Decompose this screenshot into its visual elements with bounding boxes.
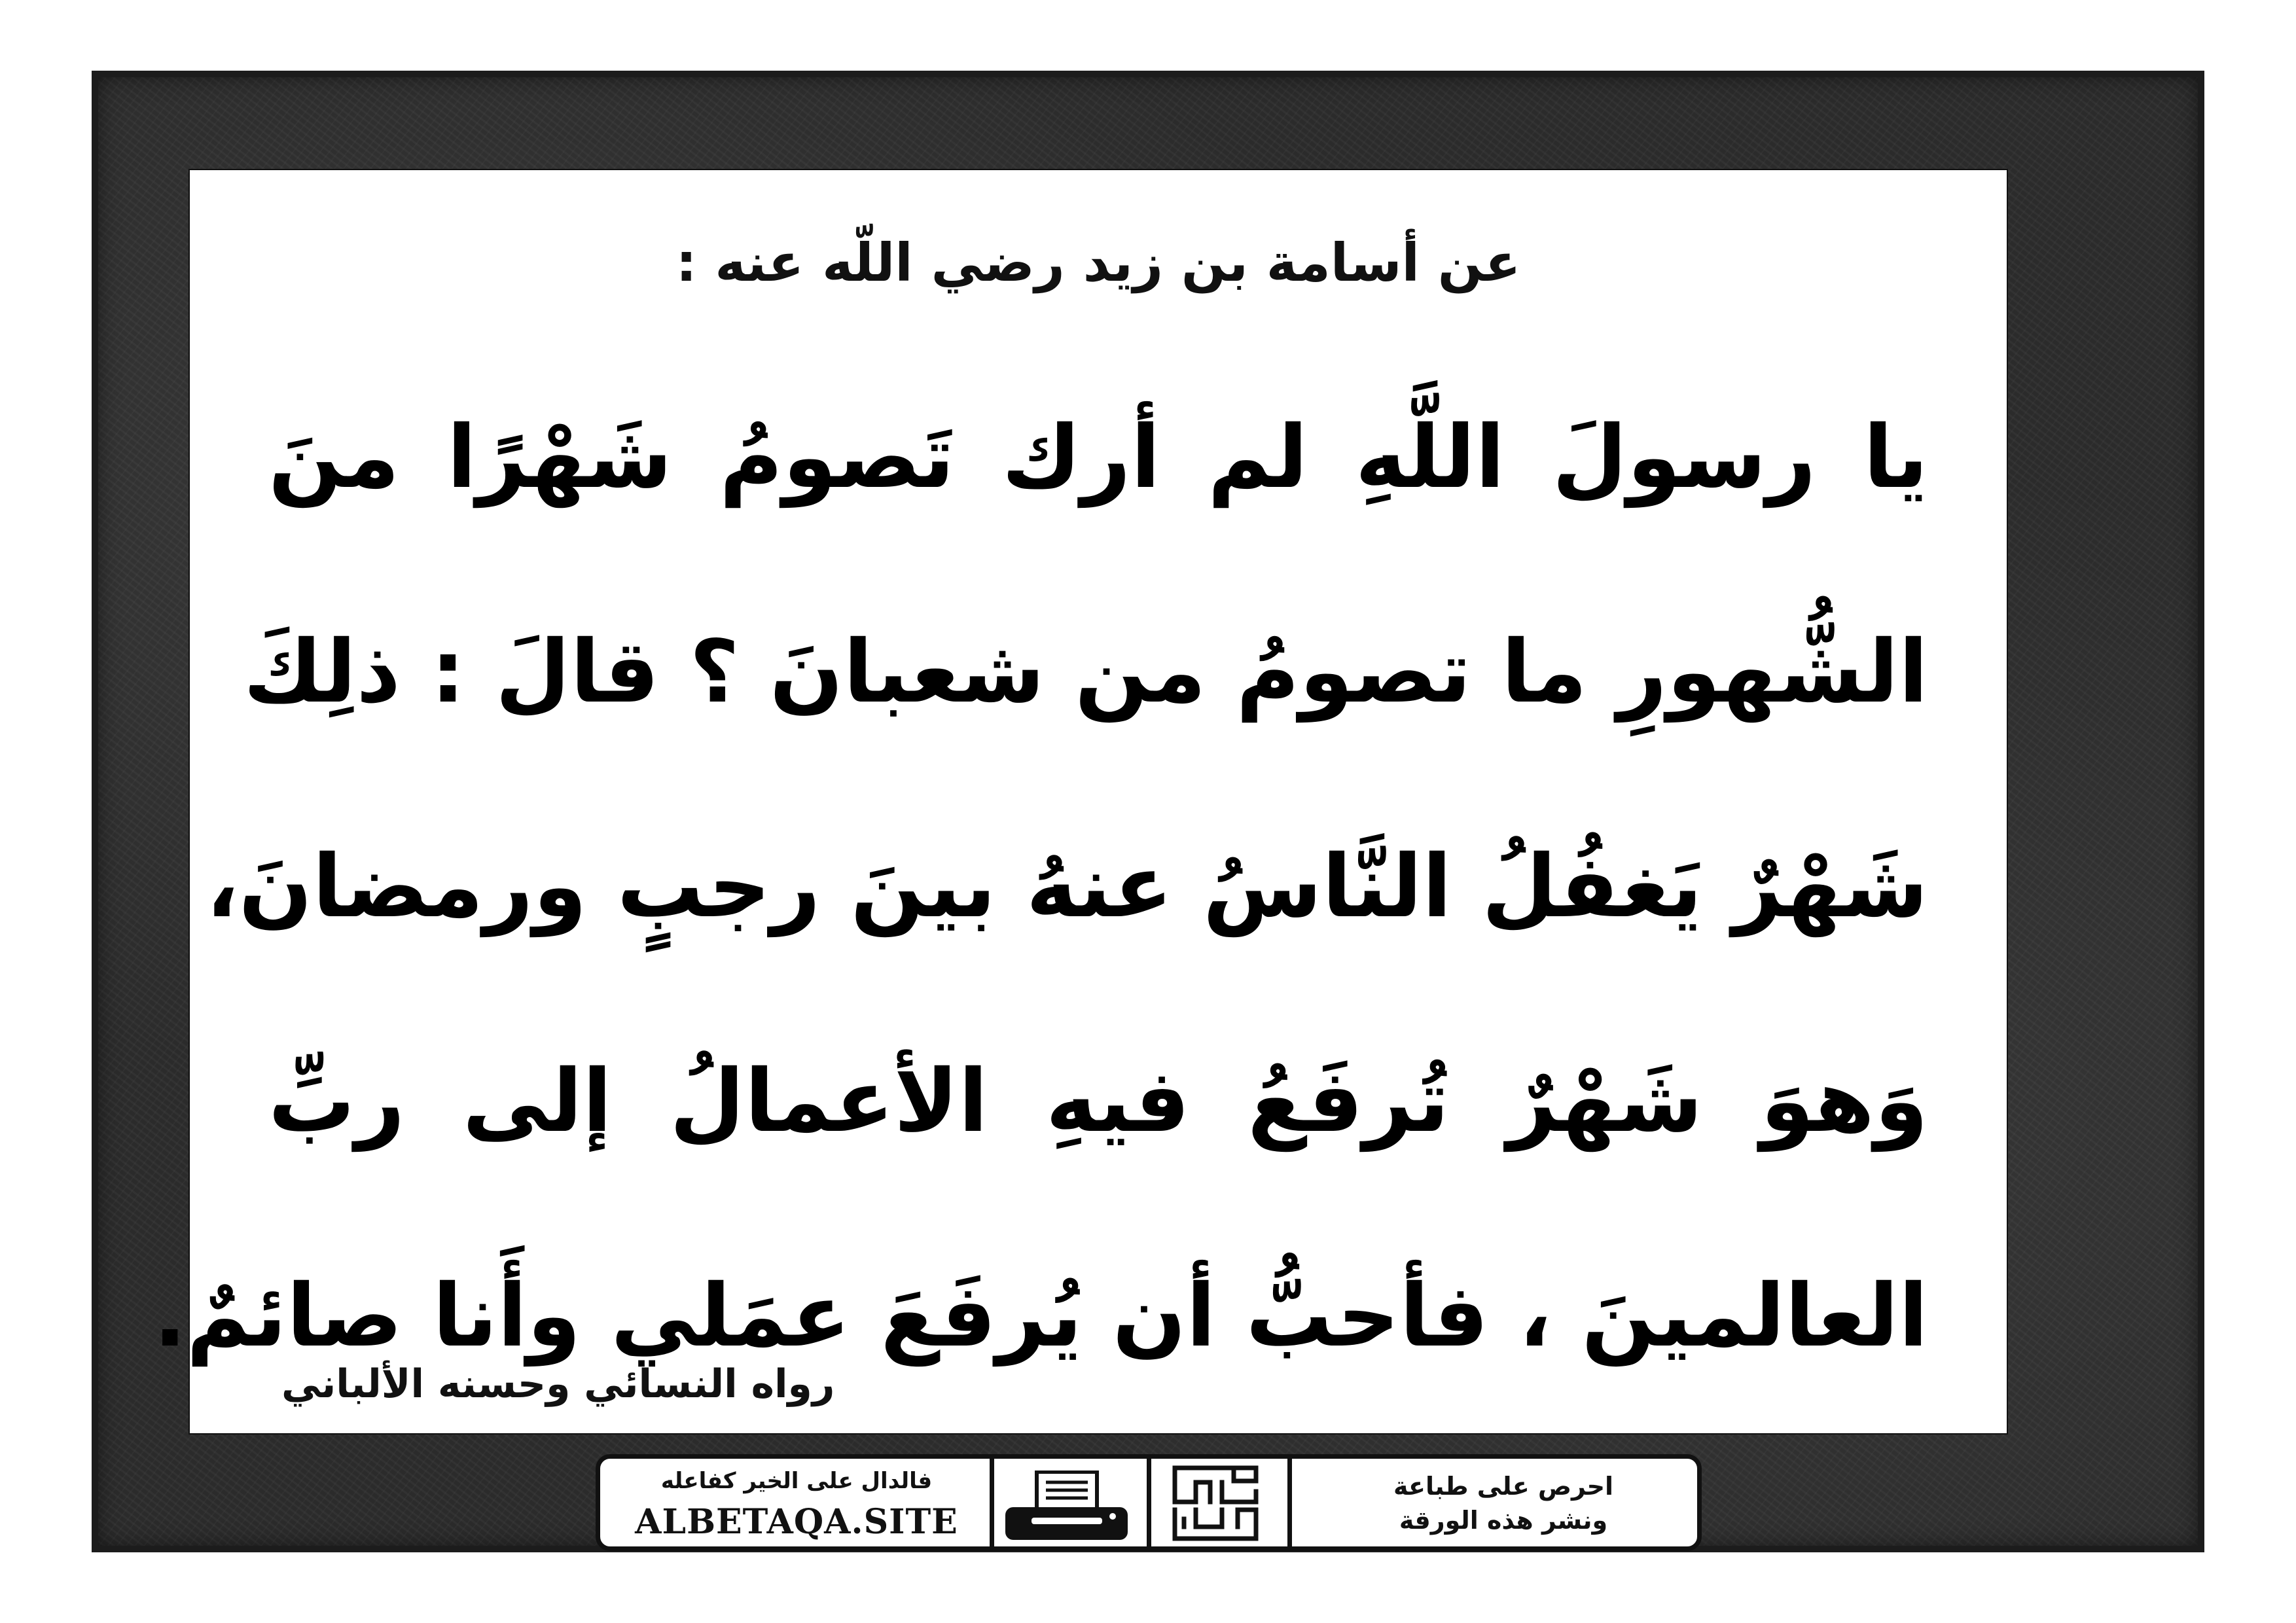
- hadith-line: الشُّهورِ ما تصومُ من شعبانَ ؟ قالَ : ذلِكَ: [243, 622, 1928, 722]
- print-notice-line: ونشر هذه الورقة: [1399, 1506, 1608, 1535]
- footer-tagline: فالدال على الخير كفاعله: [660, 1468, 933, 1494]
- print-notice-line: احرص على طباعة: [1393, 1472, 1614, 1501]
- logo-icon: [1170, 1463, 1261, 1544]
- hadith-text: [153, 350, 1928, 1423]
- printer-icon: [1003, 1471, 1130, 1543]
- hadith-source: رواه النسائي وحسنه الألباني: [281, 1361, 835, 1407]
- footer-site-block: [613, 1459, 980, 1546]
- hadith-line: وَهوَ شَهْرٌ تُرفَعُ فيهِ الأعمالُ إلى ربِّ: [268, 1051, 1928, 1152]
- site-link[interactable]: ALBETAQA.SITE: [635, 1502, 958, 1542]
- hadith-card: [153, 170, 2007, 1433]
- footer-divider: [1147, 1459, 1151, 1546]
- hadith-line: العالمينَ ، فأحبُّ أن يُرفَعَ عمَلي وأَنا صائمٌ.: [153, 1266, 1928, 1366]
- hadith-line: يا رسولَ اللَّهِ لم أرك تَصومُ شَهْرًا منَ: [268, 407, 1928, 508]
- print-notice: [1320, 1459, 1687, 1546]
- narrator-intro: عن أسامة بن زيد رضي اللّه عنه :: [675, 232, 1521, 293]
- footer-divider: [990, 1459, 994, 1546]
- footer-banner: [596, 1454, 1702, 1551]
- footer-divider: [1287, 1459, 1292, 1546]
- hadith-line: شَهْرٌ يَغفُلُ النَّاسُ عنهُ بينَ رجبٍ ورمضانَ،: [206, 836, 1928, 937]
